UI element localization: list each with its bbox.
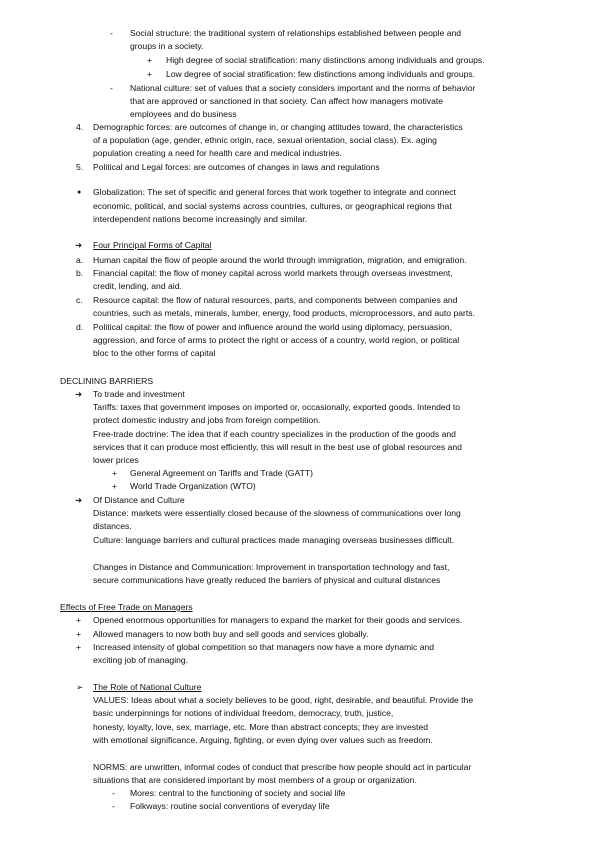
human-capital-line: Human capital the flow of people around the world through immigration, migration, and emigration. (93, 255, 467, 265)
social-structure-line: Social structure: the traditional system of relationships established between people and (130, 28, 462, 38)
financial-capital-line: credit, lending, and aid. (93, 281, 182, 291)
trade-line: Tariffs: taxes that government imposes on imported or, occasionally, exported goods. Intended to (93, 402, 461, 412)
changes-line: secure communications have greatly reduced the barriers of physical and cultural distances (93, 575, 441, 585)
dot-bullet: ● (77, 189, 82, 196)
free-trade-item: Opened enormous opportunities for managers to expand the market for their goods and services. (93, 615, 463, 625)
dash-bullet: - (110, 28, 113, 38)
high-stratification-text: High degree of social stratification: many distinctions among individuals and groups. (166, 55, 485, 65)
list-letter: b. (76, 268, 84, 278)
free-trade-item: Increased intensity of global competition so that managers now have a more dynamic and (93, 642, 435, 652)
plus-bullet: + (147, 55, 153, 65)
values-line: basic underpinnings for notions of individual freedom, democracy, truth, justice, (93, 708, 394, 718)
resource-capital-line: Resource capital: the flow of natural resources, parts, and components between companies and (93, 295, 458, 305)
political-capital-line: Political capital: the flow of power and influence around the world using diplomacy, persuasion, (93, 322, 453, 332)
free-trade-item: exciting job of managing. (93, 655, 189, 665)
globalization-line: interdependent nations become increasingly and similar. (93, 214, 308, 224)
plus-bullet: + (147, 69, 153, 79)
distance-title: Of Distance and Culture (93, 495, 185, 505)
demographic-forces-line: population creating a need for health care and medical industries. (93, 148, 342, 158)
demographic-forces-line: of a population (age, gender, ethnic origin, race, sexual orientation, social class). Ex. aging (93, 135, 437, 145)
barriers-heading: DECLINING BARRIERS (60, 376, 154, 386)
list-number: 4. (76, 122, 84, 132)
globalization-line: Globalization: The set of specific and general forces that work together to integrate and connect (93, 187, 456, 197)
changes-line: Changes in Distance and Communication: Improvement in transportation technology and fast, (93, 562, 450, 572)
trade-title: To trade and investment (93, 389, 185, 399)
dash-bullet: - (112, 788, 115, 798)
national-culture-line: that are approved or sanctioned in that society. Can affect how managers motivate (130, 96, 444, 106)
role-national-culture-title: The Role of National Culture (93, 682, 202, 692)
financial-capital-line: Financial capital: the flow of money capital across world markets through overseas investment, (93, 268, 453, 278)
political-capital-line: bloc to the other forms of capital (93, 348, 216, 358)
wto-item: World Trade Organization (WTO) (130, 481, 256, 491)
arrowhead-icon: ➢ (76, 682, 84, 692)
values-line: with emotional significance. Arguing, fighting, or even dying over values such as freedom. (93, 735, 433, 745)
mores-item: Mores: central to the functioning of society and social life (130, 788, 346, 798)
free-trade-heading: Effects of Free Trade on Managers (60, 602, 193, 612)
trade-line: lower prices (93, 455, 139, 465)
political-capital-line: aggression, and force of arms to protect the right or access of a country, world region, or political (93, 335, 460, 345)
list-letter: c. (76, 295, 83, 305)
national-culture-line: employees and do business (130, 109, 237, 119)
folkways-item: Folkways: routine social conventions of everyday life (130, 801, 330, 811)
plus-bullet: + (76, 629, 82, 639)
resource-capital-line: countries, such as metals, minerals, lumber, energy, food products, microprocessors, and auto parts. (93, 308, 475, 318)
political-legal-forces-line: Political and Legal forces: are outcomes of changes in laws and regulations (93, 162, 380, 172)
list-letter: a. (76, 255, 84, 265)
arrow-icon: ➜ (75, 495, 83, 505)
national-culture-line: National culture: set of values that a society considers important and the norms of behavior (130, 83, 476, 93)
distance-line: distances. (93, 521, 132, 531)
dash-bullet: - (112, 801, 115, 811)
globalization-line: economic, political, and social systems across countries, cultures, or geographical regions that (93, 201, 452, 211)
norms-line: NORMS: are unwritten, informal codes of conduct that prescribe how people should act in particular (93, 762, 472, 772)
demographic-forces-line: Demographic forces: are outcomes of change in, or changing attitudes toward, the characteristics (93, 122, 463, 132)
values-line: VALUES: Ideas about what a society believes to be good, right, desirable, and beautiful. Provide the (93, 695, 474, 705)
social-structure-line: groups in a society. (130, 41, 204, 51)
plus-bullet: + (112, 481, 118, 491)
list-letter: d. (76, 322, 84, 332)
plus-bullet: + (112, 468, 118, 478)
gatt-item: General Agreement on Tariffs and Trade (GATT) (130, 468, 313, 478)
arrow-icon: ➜ (75, 240, 83, 250)
values-line: honesty, loyalty, love, sex, marriage, etc. More than abstract concepts; they are invested (93, 722, 429, 732)
culture-line: Culture: language barriers and cultural practices made managing overseas businesses difficult. (93, 535, 454, 545)
low-stratification-text: Low degree of social stratification: few distinctions among individuals and groups. (166, 69, 476, 79)
trade-line: services that it can produce most efficiently, this will result in the best use of global resources and (93, 442, 462, 452)
free-trade-item: Allowed managers to now both buy and sell goods and services globally. (93, 629, 369, 639)
capital-heading: Four Principal Forms of Capital (93, 240, 212, 250)
plus-bullet: + (76, 615, 82, 625)
arrow-icon: ➜ (75, 389, 83, 399)
plus-bullet: + (76, 642, 82, 652)
list-number: 5. (76, 162, 84, 172)
distance-line: Distance: markets were essentially closed because of the slowness of communications over long (93, 508, 461, 518)
dash-bullet: - (110, 83, 113, 93)
trade-line: Free-trade doctrine: The idea that if each country specializes in the production of the goods and (93, 429, 456, 439)
trade-line: protect domestic industry and jobs from foreign competition. (93, 415, 321, 425)
norms-line: situations that are considered important by most members of a group or organization. (93, 775, 417, 785)
